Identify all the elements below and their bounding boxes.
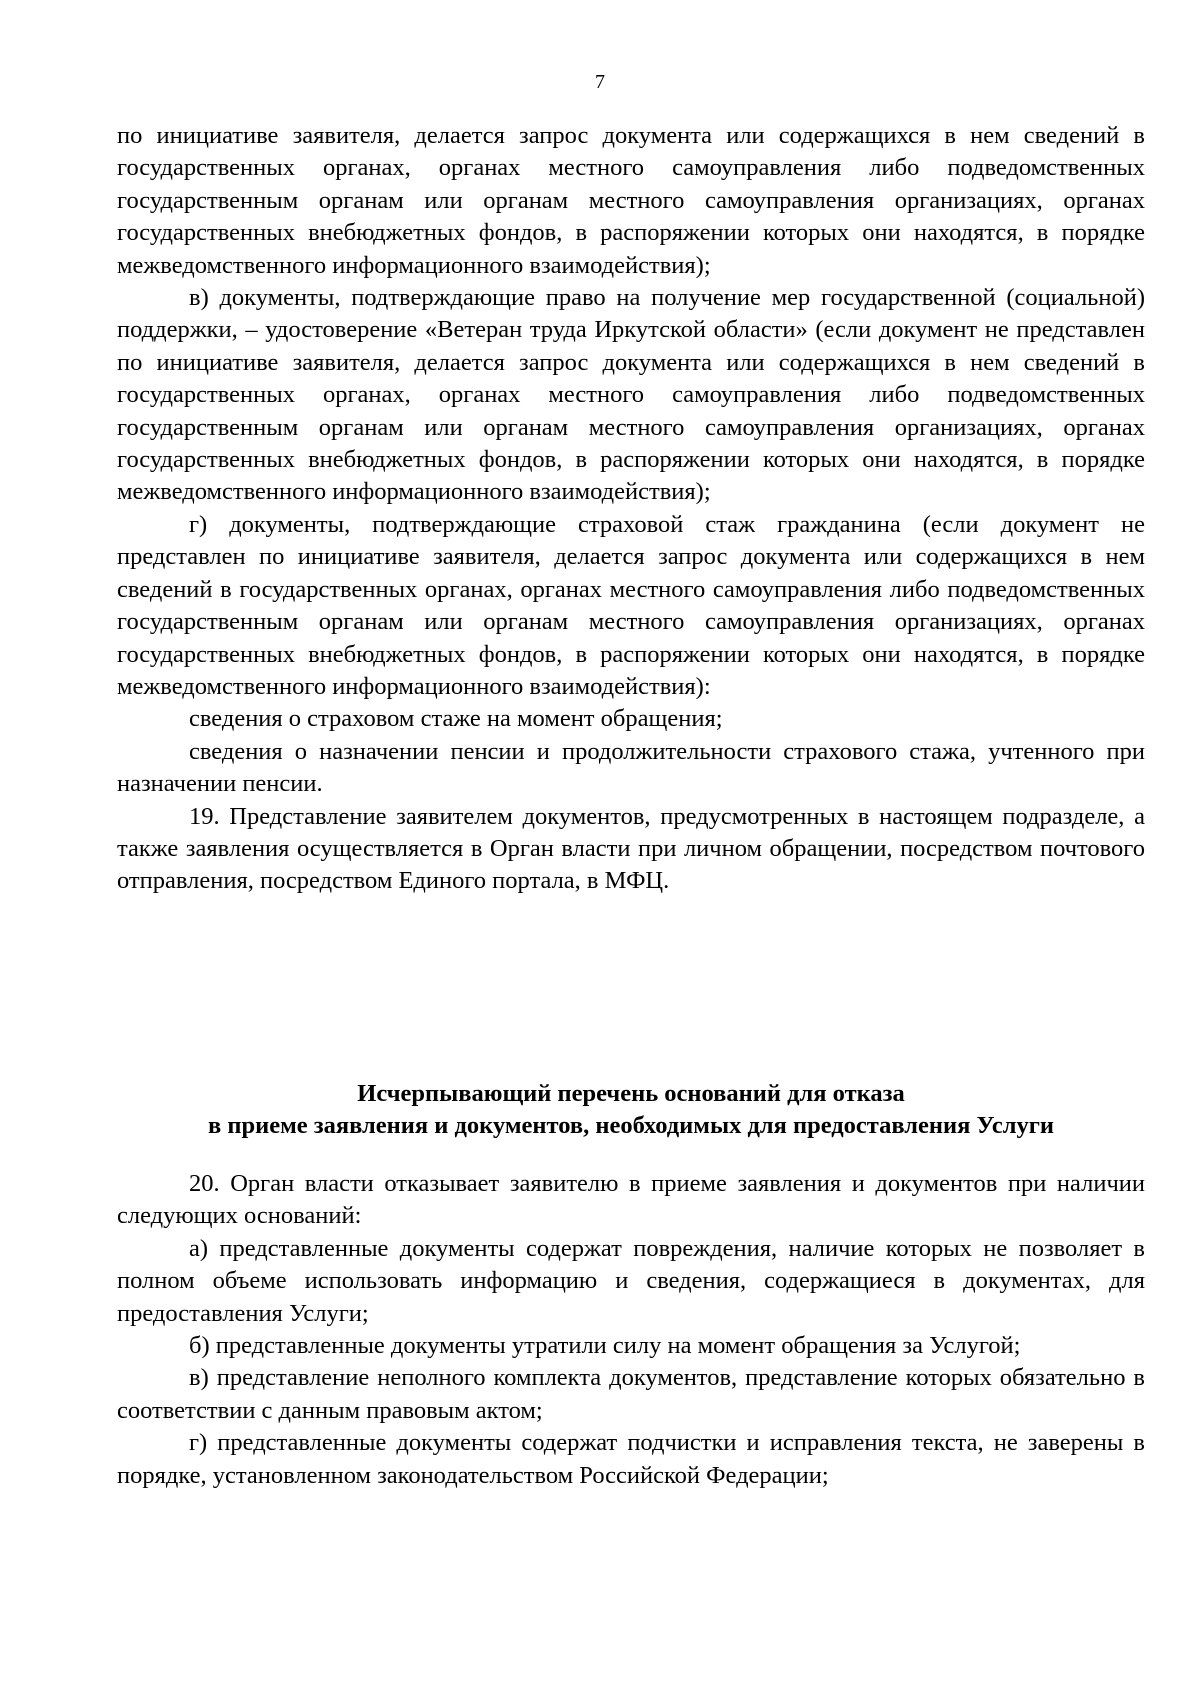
- paragraph-request-continuation: по инициативе заявителя, делается запрос документа или содержащихся в нем сведений в государственных органах, органах местного самоуправления либо подведомственных государственным органам или органам местного самоуправления организациях, органах государственных внебюджетных фондов, в распоряжении которых они находятся, в порядке межведомственного информационного взаимодействия);: [117, 122, 1145, 279]
- section-heading-line-2: в приеме заявления и документов, необходимых для предоставления Услуги: [208, 1112, 1054, 1140]
- section-heading: [117, 1078, 1145, 1143]
- paragraph-refusal-b: б) представленные документы утратили силу на момент обращения за Услугой;: [189, 1332, 1021, 1360]
- paragraph-refusal-a: а) представленные документы содержат повреждения, наличие которых не позволяет в полном объеме использовать информацию и сведения, содержащиеся в документах, для предоставления Услуги;: [117, 1234, 1145, 1327]
- paragraph-refusal-g: г) представленные документы содержат подчистки и исправления текста, не заверены в порядке, установленном законодательством Российской Федерации;: [117, 1429, 1145, 1489]
- page-number: 7: [595, 71, 605, 93]
- paragraph-item-v: в) документы, подтверждающие право на получение мер государственной (социальной) поддержки, – удостоверение «Ветеран труда Иркутской области» (если документ не представлен по инициативе заявителя, делается запрос документа или содержащихся в нем сведений в государственных органах, органах местного самоуправления либо подведомственных государственным органам или органам местного самоуправления организациях, органах государственных внебюджетных фондов, в распоряжении которых они находятся, в порядке межведомственного информационного взаимодействия);: [117, 284, 1145, 506]
- paragraph-clause-19: 19. Представление заявителем документов, предусмотренных в настоящем подразделе, а также заявления осуществляется в Орган власти при личном обращении, посредством почтового отправления, посредством Единого портала, в МФЦ.: [117, 802, 1145, 895]
- body-text-bottom: [117, 1168, 1145, 1492]
- section-heading-line-1: Исчерпывающий перечень оснований для отказа: [357, 1080, 905, 1107]
- body-text-top: [117, 120, 1145, 898]
- paragraph-item-g: г) документы, подтверждающие страховой стаж гражданина (если документ не представлен по инициативе заявителя, делается запрос документа или содержащихся в нем сведений в государственных органах, органах местного самоуправления либо подведомственных государственным органам или органам местного самоуправления организациях, органах государственных внебюджетных фондов, в распоряжении которых они находятся, в порядке межведомственного информационного взаимодействия):: [117, 510, 1145, 700]
- paragraph-refusal-v: в) представление неполного комплекта документов, представление которых обязательно в соответствии с данным правовым актом;: [117, 1364, 1145, 1424]
- paragraph-pension-info: сведения о назначении пенсии и продолжительности страхового стажа, учтенного при назначении пенсии.: [117, 737, 1145, 798]
- paragraph-insurance-record: сведения о страховом стаже на момент обращения;: [189, 705, 723, 733]
- paragraph-clause-20: 20. Орган власти отказывает заявителю в приеме заявления и документов при наличии следующих оснований:: [117, 1170, 1145, 1230]
